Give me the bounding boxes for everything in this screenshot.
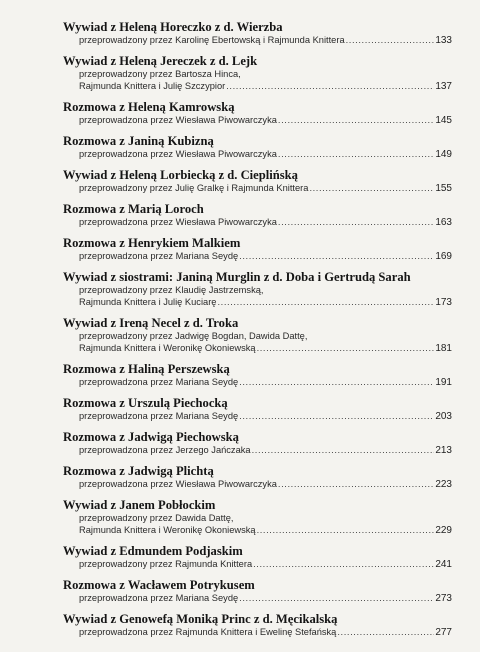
entry-credit-line (79, 250, 452, 263)
entry-credit-text: przeprowadzona przez Wiesława Piwowarczyka (79, 479, 277, 489)
entry-credit-line (79, 376, 452, 389)
toc-entry (63, 362, 452, 389)
page-number: 149 (435, 149, 452, 160)
entry-credit-text: przeprowadzona przez Mariana Seydę (79, 593, 239, 603)
entry-title: Wywiad z Janem Pobłockim (63, 498, 216, 512)
dot-leader (309, 182, 434, 194)
entry-title: Rozmowa z Marią Loroch (63, 202, 204, 216)
dot-leader (217, 296, 434, 308)
entry-credit-line (79, 80, 452, 93)
page-number: 213 (435, 445, 452, 456)
toc-entry (63, 578, 452, 605)
dot-leader (278, 114, 434, 126)
entry-credit-text: przeprowadzona przez Wiesława Piwowarczyka (79, 149, 277, 159)
entry-credit-line (79, 284, 452, 296)
entry-credit-text: Rajmunda Knittera i Julię Szczypior (79, 81, 226, 91)
entry-credit-text: przeprowadzony przez Karolinę Ebertowską i Rajmunda Knittera (79, 35, 345, 45)
dot-leader (253, 558, 434, 570)
entry-title: Wywiad z Heleną Lorbiecką z d. Cieplińską (63, 168, 298, 182)
entry-title: Wywiad z Genowefą Moniką Princ z d. Męcikalską (63, 612, 338, 626)
entry-credit-line (79, 330, 452, 342)
entry-credit-line (79, 444, 452, 457)
entry-credit-line (79, 592, 452, 605)
entry-title: Rozmowa z Wacławem Potrykusem (63, 578, 255, 592)
entry-credit-line (79, 478, 452, 491)
dot-leader (278, 216, 434, 228)
entry-credit-line (79, 68, 452, 80)
page-number: 169 (435, 251, 452, 262)
entry-credit-line (79, 512, 452, 524)
entry-credit-text: przeprowadzona przez Wiesława Piwowarczyka (79, 115, 277, 125)
toc-entry (63, 316, 452, 355)
entry-title: Wywiad z Ireną Necel z d. Troka (63, 316, 239, 330)
entry-credit-line (79, 34, 452, 47)
toc-entry (63, 134, 452, 161)
toc-entry (63, 270, 452, 309)
dot-leader (278, 148, 434, 160)
dot-leader (257, 524, 435, 536)
dot-leader (239, 592, 434, 604)
entry-credit-text: przeprowadzony przez Rajmunda Knittera (79, 559, 253, 569)
entry-title: Wywiad z Heleną Horeczko z d. Wierzba (63, 20, 283, 34)
entry-title: Rozmowa z Jadwigą Piechowską (63, 430, 239, 444)
dot-leader (239, 250, 434, 262)
entry-title: Rozmowa z Janiną Kubizną (63, 134, 214, 148)
dot-leader (257, 342, 435, 354)
entry-credit-line (79, 296, 452, 309)
dot-leader (252, 444, 435, 456)
page-number: 273 (435, 593, 452, 604)
toc-entry (63, 498, 452, 537)
entry-title: Rozmowa z Jadwigą Plichtą (63, 464, 214, 478)
entry-credit-text: Rajmunda Knittera i Julię Kuciarę (79, 297, 217, 307)
entry-credit-text: przeprowadzona przez Mariana Seydę (79, 377, 239, 387)
entry-credit-text: przeprowadzony przez Jadwigę Bogdan, Dawida Dattę, (79, 331, 308, 341)
entry-credit-text: przeprowadzony przez Bartosza Hinca, (79, 69, 241, 79)
toc-entry (63, 464, 452, 491)
page-number: 133 (435, 35, 452, 46)
toc-entry (63, 168, 452, 195)
toc-entry (63, 396, 452, 423)
page-number: 241 (435, 559, 452, 570)
page-number: 145 (435, 115, 452, 126)
dot-leader (239, 376, 434, 388)
toc-entry (63, 430, 452, 457)
entry-credit-text: przeprowadzony przez Julię Gralkę i Rajmunda Knittera (79, 183, 309, 193)
entry-credit-line (79, 342, 452, 355)
page-number: 163 (435, 217, 452, 228)
page-number: 229 (435, 525, 452, 536)
toc-entry (63, 236, 452, 263)
entry-credit-line (79, 216, 452, 229)
page-number: 181 (435, 343, 452, 354)
page-number: 137 (435, 81, 452, 92)
page-number: 277 (435, 627, 452, 638)
entry-credit-text: przeprowadzona przez Mariana Seydę (79, 411, 239, 421)
dot-leader (278, 478, 434, 490)
dot-leader (337, 626, 434, 638)
entry-title: Rozmowa z Haliną Perszewską (63, 362, 230, 376)
entry-credit-text: przeprowadzona przez Rajmunda Knittera i Ewelinę Stefańską (79, 627, 337, 637)
entry-title: Wywiad z Edmundem Podjaskim (63, 544, 243, 558)
entry-credit-text: Rajmunda Knittera i Weronikę Okoniewską (79, 525, 256, 535)
toc-entry (63, 54, 452, 93)
entry-credit-text: przeprowadzony przez Klaudię Jastrzemską, (79, 285, 264, 295)
toc-entry (63, 20, 452, 47)
dot-leader (239, 410, 434, 422)
toc-entry (63, 612, 452, 639)
entry-title: Rozmowa z Henrykiem Malkiem (63, 236, 241, 250)
page-number: 223 (435, 479, 452, 490)
entry-title: Wywiad z Heleną Jereczek z d. Lejk (63, 54, 258, 68)
entry-credit-line (79, 182, 452, 195)
entry-credit-line (79, 524, 452, 537)
page-number: 155 (435, 183, 452, 194)
entry-credit-line (79, 410, 452, 423)
entry-credit-text: Rajmunda Knittera i Weronikę Okoniewską (79, 343, 256, 353)
table-of-contents (0, 20, 480, 646)
toc-entry (63, 100, 452, 127)
page-number: 173 (435, 297, 452, 308)
toc-entry (63, 544, 452, 571)
entry-title: Rozmowa z Urszulą Piechocką (63, 396, 228, 410)
entry-credit-line (79, 626, 452, 639)
entry-credit-text: przeprowadzona przez Wiesława Piwowarczyka (79, 217, 277, 227)
entry-credit-text: przeprowadzony przez Dawida Dattę, (79, 513, 234, 523)
dot-leader (226, 80, 434, 92)
entry-credit-text: przeprowadzona przez Mariana Seydę (79, 251, 239, 261)
page-number: 191 (435, 377, 452, 388)
entry-title: Rozmowa z Heleną Kamrowską (63, 100, 235, 114)
entry-credit-line (79, 558, 452, 571)
dot-leader (346, 34, 435, 46)
toc-entry (63, 202, 452, 229)
entry-title: Wywiad z siostrami: Janiną Murglin z d. Doba i Gertrudą Sarah (63, 270, 411, 284)
entry-credit-line (79, 114, 452, 127)
entry-credit-line (79, 148, 452, 161)
page-number: 203 (435, 411, 452, 422)
entry-credit-text: przeprowadzona przez Jerzego Jańczaka (79, 445, 251, 455)
